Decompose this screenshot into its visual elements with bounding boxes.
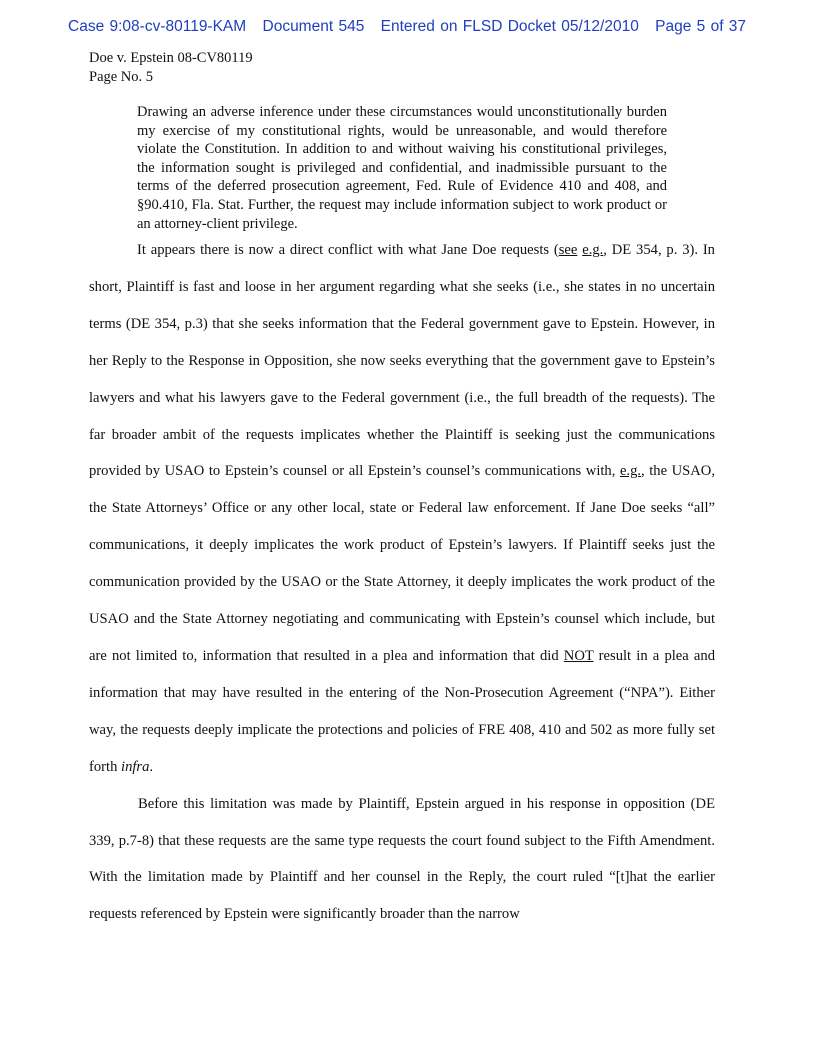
case-number: Case 9:08-cv-80119-KAM xyxy=(68,18,247,35)
case-caption: Doe v. Epstein 08-CV80119 xyxy=(89,50,253,66)
block-quote: Drawing an adverse inference under these circumstances would unconstitutionally burden my exercise of my constitutional rights, would be unreasonable, and would therefore violate the Constitution. In addition to and without waiving his constitutional privileges, the information sought is privileged and confidential, and inadmissible pursuant to the terms of the deferred prosecution agreement, Fed. Rule of Evidence 410 and 408, and §90.410, Fla. Stat. Further, the request may include information subject to work product or an attorney-client privilege. xyxy=(137,104,667,232)
not-underlined: NOT xyxy=(563,647,594,664)
court-filing-stamp xyxy=(68,18,768,36)
page-counter: Page 5 of 37 xyxy=(655,18,747,35)
body-text xyxy=(89,232,715,933)
docket-entry: Entered on FLSD Docket 05/12/2010 xyxy=(380,18,639,35)
infra-italic: infra xyxy=(121,758,150,775)
eg-underlined: e.g. xyxy=(582,242,604,258)
paragraph-1: It appears there is now a direct conflict with what Jane Doe requests (see e.g., DE 354, p. 3). In short, Plaintiff is fast and loose in her argument regarding what she seeks (i.e., she states in no uncertain terms (DE 354, p.3) that she seeks information that the Federal government gave to Epstein. However, in her Reply to the Response in Opposition, she now seeks everything that the government gave to Epstein’s lawyers and what his lawyers gave to the Federal government (i.e., the full breadth of the requests). The far broader ambit of the requests implicates whether the Plaintiff is seeking just the communications provided by USAO to Epstein’s counsel or all Epstein’s counsel’s communications with, e.g., the USAO, the State Attorneys’ Office or any other local, state or Federal law enforcement. If Jane Doe seeks “all” communications, it deeply implicates the work product of Epstein’s lawyers. If Plaintiff seeks just the communication provided by the USAO or the State Attorney, it deeply implicates the work product of the USAO and the State Attorney negotiating and communicating with Epstein’s counsel which include, but are not limited to, information that resulted in a plea and information that did NOT result in a plea and information that may have resulted in the entering of the Non-Prosecution Agreement (“NPA”). Either way, the requests deeply implicate the protections and policies of FRE 408, 410 and 502 as more fully set forth infra. xyxy=(89,242,715,775)
see-underlined: see xyxy=(558,242,578,258)
page-number: Page No. 5 xyxy=(89,69,154,85)
document-number: Document 545 xyxy=(262,18,365,35)
eg-underlined-2: e.g. xyxy=(619,463,642,480)
paragraph-2: Before this limitation was made by Plaintiff, Epstein argued in his response in opposition (DE 339, p.7-8) that these requests are the same type requests the court found subject to the Fifth Amendment. With the limitation made by Plaintiff and her counsel in the Reply, the court ruled “[t]hat the earlier requests referenced by Epstein were significantly broader than the narrow xyxy=(89,795,715,923)
